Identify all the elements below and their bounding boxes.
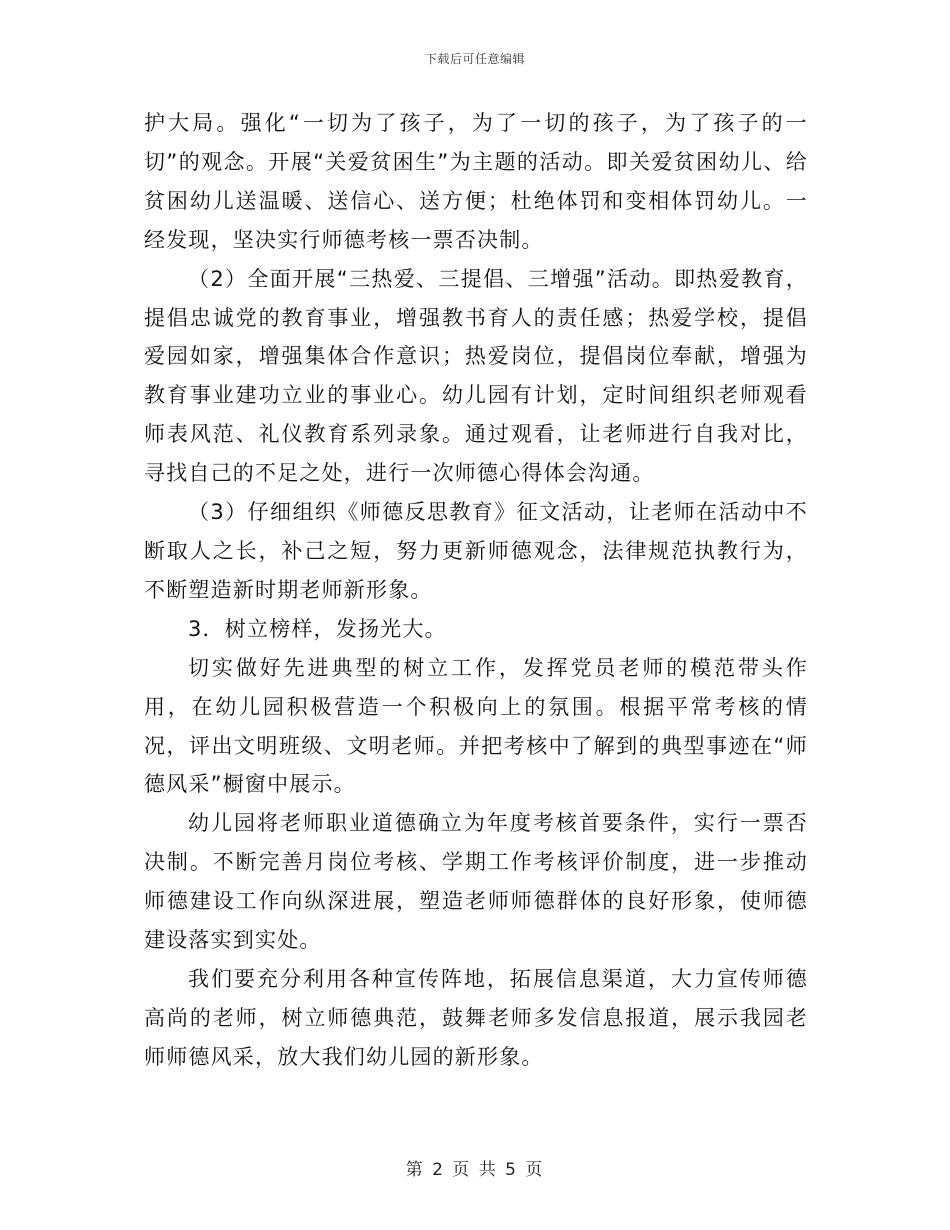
paragraph-assessment: 幼儿园将老师职业道德确立为年度考核首要条件，实行一票否决制。不断完善月岗位考核、学期工作考核评价制度，进一步推动师德建设工作向纵深进展，塑造老师师德群体的良好形象，使师德建设落实到实处。 [144, 811, 808, 953]
paragraph-publicity: 我们要充分利用各种宣传阵地，拓展信息渠道，大力宣传师德高尚的老师，树立师德典范，鼓舞老师多发信息报道，展示我园老师师德风采，放大我们幼儿园的新形象。 [144, 966, 808, 1069]
section-heading-3: 3．树立榜样，发扬光大。 [188, 616, 447, 641]
paragraph-item-2: （2）全面开展“三热爱、三提倡、三增强”活动。即热爱教育，提倡忠诚党的教育事业，增强教书育人的责任感；热爱学校，提倡爱园如家，增强集体合作意识；热爱岗位，提倡岗位奉献，增强为教育事业建功立业的事业心。幼儿园有计划，定时间组织老师观看师表风范、礼仪教育系列录象。通过观看，让老师进行自我对比，寻找自己的不足之处，进行一次师德心得体会沟通。 [144, 266, 808, 486]
page-header: 下载后可任意编辑 [424, 52, 525, 66]
page-number-footer: 第 2 页 共 5 页 [405, 1160, 545, 1180]
paragraph-continuation: 护大局。强化“一切为了孩子，为了一切的孩子，为了孩子的一切”的观念。开展“关爱贫困生”为主题的活动。即关爱贫困幼儿、给贫困幼儿送温暖、送信心、送方便；杜绝体罚和变相体罚幼儿。一经发现，坚决实行师德考核一票否决制。 [144, 111, 808, 252]
document-body [144, 104, 808, 1077]
paragraph-item-3: （3）仔细组织《师德反思教育》征文活动，让老师在活动中不断取人之长，补己之短，努力更新师德观念，法律规范执教行为，不断塑造新时期老师新形象。 [144, 500, 808, 602]
paragraph-role-models: 切实做好先进典型的树立工作，发挥党员老师的模范带头作用，在幼儿园积极营造一个积极向上的氛围。根据平常考核的情况，评出文明班级、文明老师。并把考核中了解到的典型事迹在“师德风采”橱窗中展示。 [144, 655, 808, 797]
